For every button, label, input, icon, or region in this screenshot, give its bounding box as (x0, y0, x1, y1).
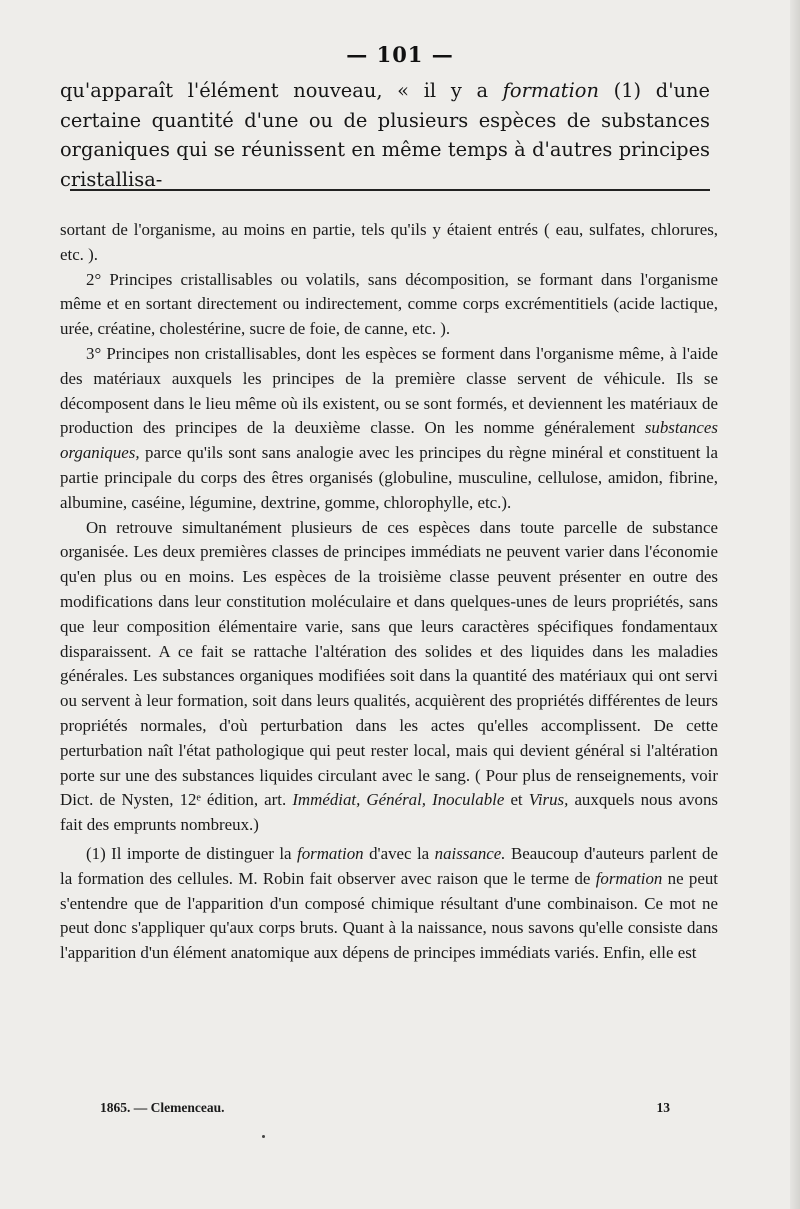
notes-block (60, 218, 718, 966)
footnote-divider (70, 189, 710, 191)
note-paragraph-2: 2° Principes cristallisables ou volatils, sans décomposition, se formant dans l'organisme même et en sortant directement ou indirectement, comme corps excrémentitiels (acide lactique, urée, créatine, cholestérine, sucre de foie, de canne, etc. ). (60, 269, 718, 339)
printer-signature: 1865. — Clemenceau. (100, 1100, 225, 1115)
page-edge-shadow (790, 0, 800, 1209)
ink-speck (262, 1135, 265, 1138)
note-paragraph-4: On retrouve simultanément plusieurs de ces espèces dans toute parcelle de substance organisée. Les deux premières classes de principes immédiats ne peuvent varier dans l'économie qu'en plus ou en moins. Les espèces de la troisième classe peuvent présenter en outre des modifications dans leur constitution moléculaire et dans quelques-unes de leurs propriétés, sans que leur composition élémentaire varie, sans que leurs caractères spécifiques fondamentaux disparaissent. A ce fait se rattache l'altération des solides et des liquides dans les maladies générales. Les substances organiques modifiées soit dans la quantité des matériaux qui ont servi ou servent à leur formation, soit dans leurs qualités, acquièrent des propriétés différentes de leurs propriétés normales, d'où perturbation dans les actes qu'elles accomplissent. De cette perturbation naît l'état pathologique qui peut rester local, mais qui devient général si l'altération porte sur une des substances liquides circulant avec le sang. ( Pour plus de renseignements, voir Dict. de Nysten, 12ᵉ édition, art. Immédiat, Général, Inoculable et Virus, auxquels nous avons fait des emprunts nombreux.) (60, 517, 718, 835)
page-number: — 101 — (346, 42, 454, 67)
note-paragraph-3: 3° Principes non cristallisables, dont les espèces se forment dans l'organisme même, à l'aide des matériaux auxquels les principes de la première classe servent de véhicule. Ils se décomposent dans le lieu même où ils existent, ou se sont formés, et deviennent les matériaux de production des principes de la deuxième classe. On les nomme généralement substances organiques, parce qu'ils sont sans analogie avec les principes du règne minéral et constituent la partie principale du corps des êtres organisés (globuline, musculine, cellulose, amidon, fibrine, albumine, caséine, légumine, dextrine, gomme, chlorophylle, etc.). (60, 343, 718, 512)
note-paragraph-1: sortant de l'organisme, au moins en partie, tels qu'ils y étaient entrés ( eau, sulfates, chlorures, etc. ). (60, 220, 718, 264)
italic-term: formation (502, 79, 599, 102)
main-paragraph (60, 76, 710, 194)
sheet-number: 13 (656, 1100, 670, 1115)
footnote-1: (1) Il importe de distinguer la formation d'avec la naissance. Beaucoup d'auteurs parlent de la formation des cellules. M. Robin fait observer avec raison que le terme de formation ne peut s'entendre que de l'apparition d'un composé chimique résultant d'une combinaison. Ce mot ne peut donc s'appliquer qu'aux corps bruts. Quant à la naissance, nous savons qu'elle consiste dans l'apparition d'un élément anatomique aux dépens de principes immédiats variés. Enfin, elle est (60, 843, 718, 963)
main-text: qu'apparaît l'élément nouveau, « il y a formation (1) d'une certaine quantité d'une ou de plusieurs espèces de substances organiques qui se réunissent en même temps à d'autres principes cristallisa- (60, 79, 710, 191)
